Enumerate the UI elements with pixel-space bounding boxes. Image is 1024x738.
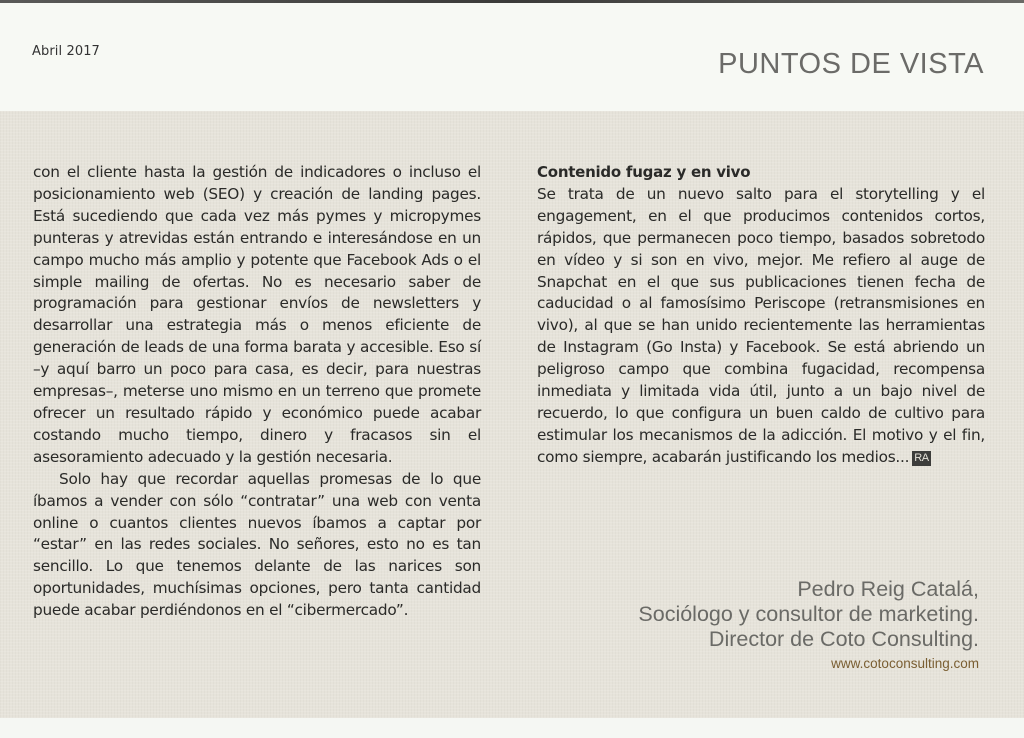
article-paragraph-text: Se trata de un nuevo salto para el storytelling y el engagement, en el que producimos contenidos cortos, rápidos, que permanecen poco tiempo, basados sobretodo en vídeo y si son en vivo, mejor. Me refiero al auge de Snapchat en el que sus publicaciones tienen fecha de caducidad o al famosísimo Periscope (retransmisiones en vivo), al que se han unido recientemente las herramientas de Instagram (Go Insta) y Facebook. Se está abriendo un peligroso campo que combina fugacidad, recompensa inmediata y limitada vida útil, junto a un bajo nivel de recuerdo, lo que configura un buen caldo de cultivo para estimular los mecanismos de la adicción. El motivo y el fin, como siempre, acabarán justificando los medios... [537,184,985,466]
author-role: Sociólogo y consultor de marketing. [638,602,979,626]
issue-date: Abril 2017 [32,44,100,59]
section-subheading: Contenido fugaz y en vivo [537,163,751,181]
end-mark-icon: RA [914,451,929,464]
article-left-column [33,162,481,622]
author-signature [638,577,979,675]
article-paragraph: con el cliente hasta la gestión de indicadores o incluso el posicionamiento web (SEO) y creación de landing pages. Está sucediendo que cada vez más pymes y micropymes punteras y atrevidas están entrando e interesándose en un campo mucho más amplio y potente que Facebook Ads o el simple mailing de ofertas. No es necesario saber de programación para gestionar envíos de newsletters y desarrollar una estrategia más o menos eficiente de generación de leads de una forma barata y accesible. Eso sí –y aquí barro un poco para casa, es decir, para nuestras empresas–, meterse uno mismo en un terreno que promete ofrecer un resultado rápido y económico puede acabar costando mucho tiempo, dinero y fracasos sin el asesoramiento adecuado y la gestión necesaria. [33,163,481,466]
article-panel [0,111,1024,718]
section-title: PUNTOS DE VISTA [718,48,984,80]
scan-top-edge [0,0,1024,3]
author-website-link[interactable]: www.cotoconsulting.com [831,656,979,671]
author-position: Director de Coto Consulting. [708,627,979,651]
page-bottom-margin [0,718,1024,738]
article-paragraph: Solo hay que recordar aquellas promesas de lo que íbamos a vender con sólo “contratar” una web con venta online o cuantos clientes nuevos íbamos a captar por “estar” en las redes sociales. No señores, esto no es tan sencillo. Lo que tenemos delante de las narices son oportunidades, muchísimas opciones, pero tanta cantidad puede acabar perdiéndonos en el “cibermercado”. [33,469,481,620]
article-right-column [537,162,985,469]
author-name: Pedro Reig Catalá, [797,577,979,601]
article-paragraph [537,184,985,469]
